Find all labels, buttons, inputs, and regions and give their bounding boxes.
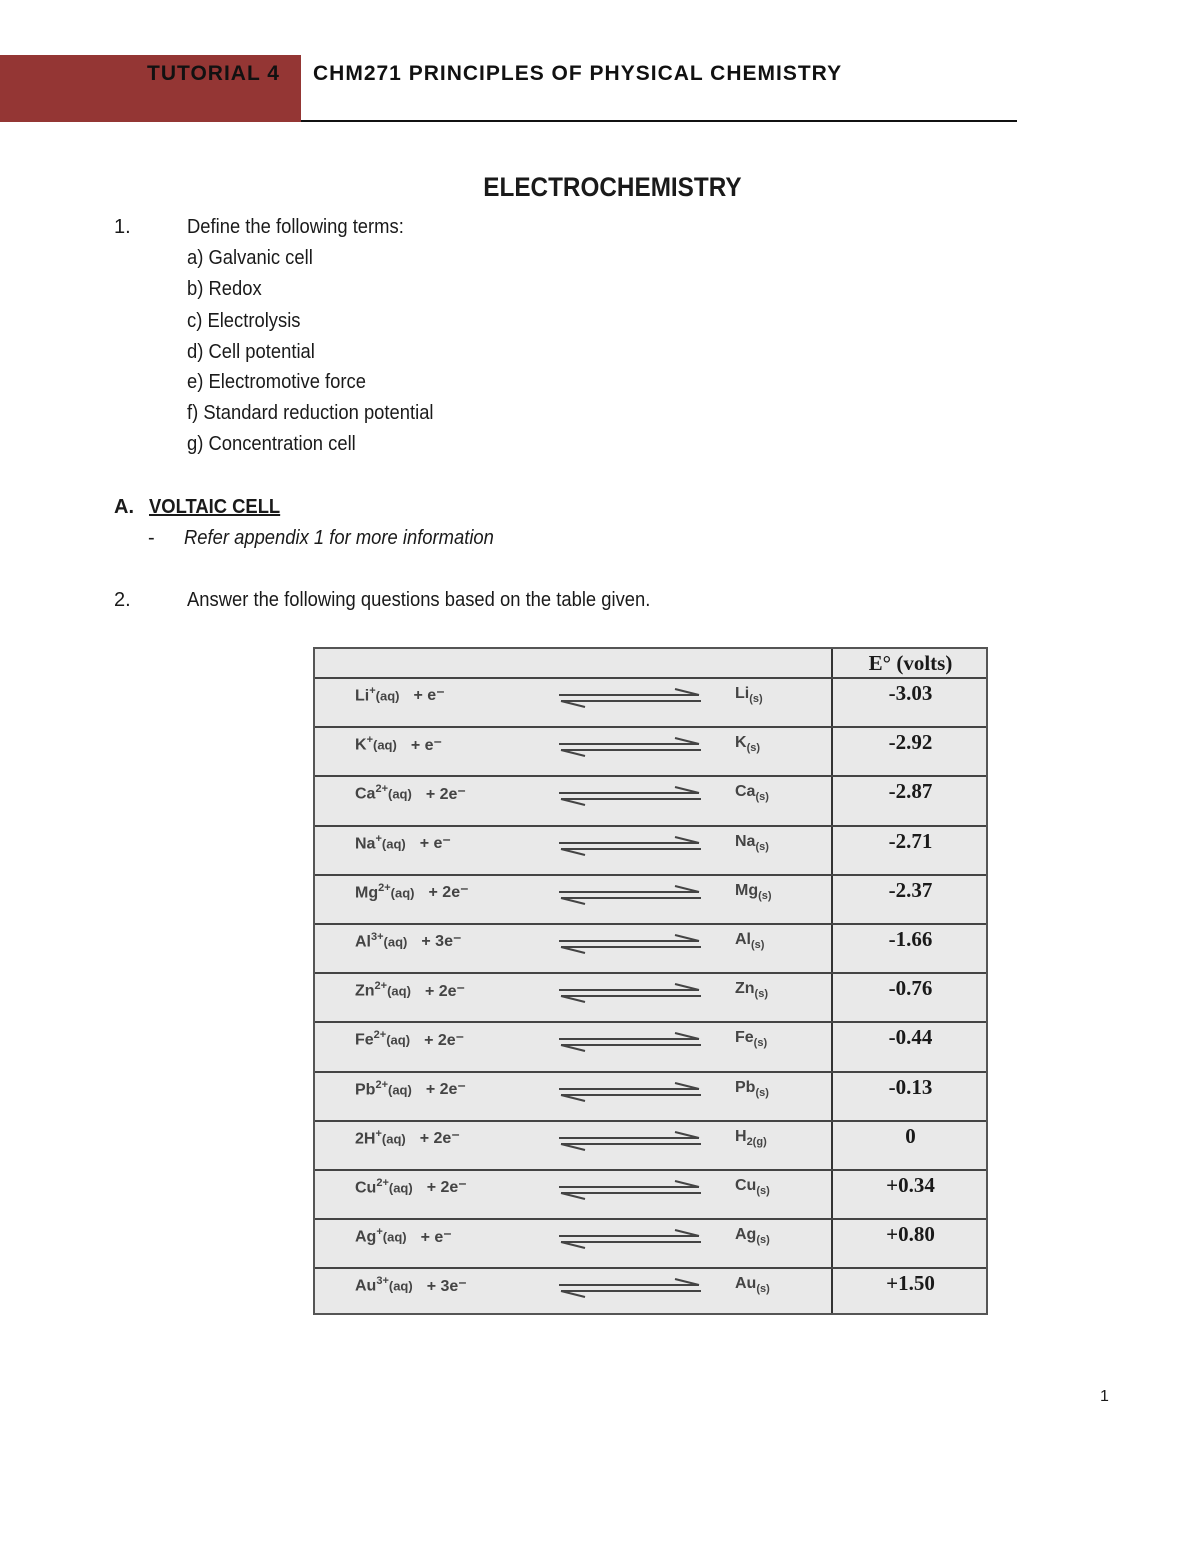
table-row — [315, 825, 986, 874]
equilibrium-arrow-icon — [557, 687, 703, 709]
reduction-potential-value: -2.71 — [888, 828, 933, 853]
table-row — [315, 677, 986, 726]
reduction-potential-value: -0.76 — [888, 976, 933, 1001]
term-item: a) Galvanic cell — [187, 247, 313, 269]
reactant-species: $Al^{3+}(aq) + 3e^-$ — [355, 931, 462, 951]
appendix-note: Refer appendix 1 for more information — [184, 527, 494, 549]
term-item: b) Redox — [187, 278, 262, 300]
equilibrium-arrow-icon — [557, 1277, 703, 1299]
reduction-potential-value: -2.37 — [888, 877, 933, 902]
product-species: $K_{(s)}$ — [735, 734, 761, 755]
equilibrium-arrow-icon — [557, 1228, 703, 1250]
course-title: CHM271 PRINCIPLES OF PHYSICAL CHEMISTRY — [313, 62, 843, 85]
reactant-species: $Ca^{2+}(aq) + 2e^-$ — [355, 783, 466, 803]
term-item: e) Electromotive force — [187, 371, 366, 393]
product-species: $Al_{(s)}$ — [735, 931, 765, 952]
table-row — [315, 972, 986, 1021]
equilibrium-arrow-icon — [557, 982, 703, 1004]
table-row — [315, 726, 986, 775]
header-rule — [301, 120, 1017, 122]
equilibrium-arrow-icon — [557, 835, 703, 857]
product-species: $Fe_{(s)}$ — [735, 1029, 768, 1050]
table-row — [315, 1071, 986, 1120]
reduction-potential-value: -2.87 — [888, 779, 933, 804]
reduction-potential-value: -2.92 — [888, 730, 933, 755]
table-row — [315, 1218, 986, 1267]
table-row — [315, 1169, 986, 1218]
product-species: $Li_{(s)}$ — [735, 685, 763, 706]
page-title: ELECTROCHEMISTRY — [483, 172, 742, 202]
reactant-species: K+(aq) + e⁻ — [355, 734, 442, 754]
equilibrium-arrow-icon — [557, 1130, 703, 1152]
page-number: 1 — [1100, 1388, 1109, 1405]
reactant-species: Ag+(aq) + e⁻ — [355, 1226, 452, 1246]
reactant-species: $Pb^{2+}(aq) + 2e^-$ — [355, 1078, 466, 1098]
equilibrium-arrow-icon — [557, 1031, 703, 1053]
reduction-potential-value: -0.13 — [888, 1074, 933, 1099]
product-species: $Zn_{(s)}$ — [735, 980, 768, 1001]
product-species: $Pb_{(s)}$ — [735, 1078, 769, 1099]
equilibrium-arrow-icon — [557, 1179, 703, 1201]
table-header-potential: E° (volts) — [868, 651, 953, 675]
term-item: f) Standard reduction potential — [187, 402, 434, 424]
reduction-potential-value: -1.66 — [888, 927, 933, 951]
term-item: c) Electrolysis — [187, 310, 301, 332]
reactant-species: 2H+(aq) + 2e⁻ — [355, 1127, 460, 1148]
table-row — [315, 1021, 986, 1070]
product-species: $Na_{(s)}$ — [735, 832, 769, 853]
question-1-prompt: Define the following terms: — [187, 216, 404, 238]
equilibrium-arrow-icon — [557, 884, 703, 906]
reactant-species: $Mg^{2+}(aq) + 2e^-$ — [355, 881, 469, 902]
product-species: $Ca_{(s)}$ — [735, 783, 769, 804]
reactant-species: $Zn^{2+}(aq) + 2e^-$ — [355, 980, 465, 1000]
equilibrium-arrow-icon — [557, 1081, 703, 1103]
reactant-species: $Fe^{2+}(aq) + 2e^-$ — [355, 1029, 465, 1049]
reduction-potential-value: -3.03 — [888, 681, 933, 705]
table-row — [315, 775, 986, 824]
equilibrium-arrow-icon — [557, 785, 703, 807]
product-species: $Au_{(s)}$ — [735, 1275, 770, 1296]
table-row — [315, 874, 986, 923]
product-species: $Ag_{(s)}$ — [735, 1226, 770, 1247]
table-row — [315, 1267, 986, 1316]
equilibrium-arrow-icon — [557, 736, 703, 758]
reduction-potential-value: 0 — [905, 1123, 916, 1148]
product-species: $Cu_{(s)}$ — [735, 1177, 770, 1198]
reduction-potential-value: +1.50 — [886, 1271, 935, 1296]
product-species: $H_{2(g)}$ — [735, 1127, 767, 1148]
note-dash: - — [148, 527, 155, 549]
equilibrium-arrow-icon — [557, 933, 703, 955]
question-2-prompt: Answer the following questions based on the table given. — [187, 589, 651, 611]
tutorial-label: TUTORIAL 4 — [147, 62, 280, 85]
table-row — [315, 1120, 986, 1169]
reactant-species: Na+(aq) + e⁻ — [355, 832, 451, 852]
product-species: $Mg_{(s)}$ — [735, 881, 772, 902]
reactant-species: $Cu^{2+}(aq) + 2e^-$ — [355, 1177, 467, 1197]
question-1-number: 1. — [114, 216, 131, 238]
reactant-species: $Au^{3+}(aq) + 3e^-$ — [355, 1275, 467, 1295]
section-title: VOLTAIC CELL — [149, 496, 281, 518]
reduction-potential-table — [313, 647, 988, 1315]
term-item: g) Concentration cell — [187, 433, 356, 455]
question-2-number: 2. — [114, 589, 131, 611]
section-letter: A. — [114, 496, 134, 518]
reduction-potential-value: -0.44 — [888, 1025, 933, 1050]
term-item: d) Cell potential — [187, 341, 315, 363]
reactant-species: Li+(aq) + e⁻ — [355, 685, 445, 705]
reduction-potential-value: +0.34 — [886, 1173, 935, 1197]
table-row — [315, 923, 986, 972]
reduction-potential-value: +0.80 — [886, 1222, 935, 1247]
